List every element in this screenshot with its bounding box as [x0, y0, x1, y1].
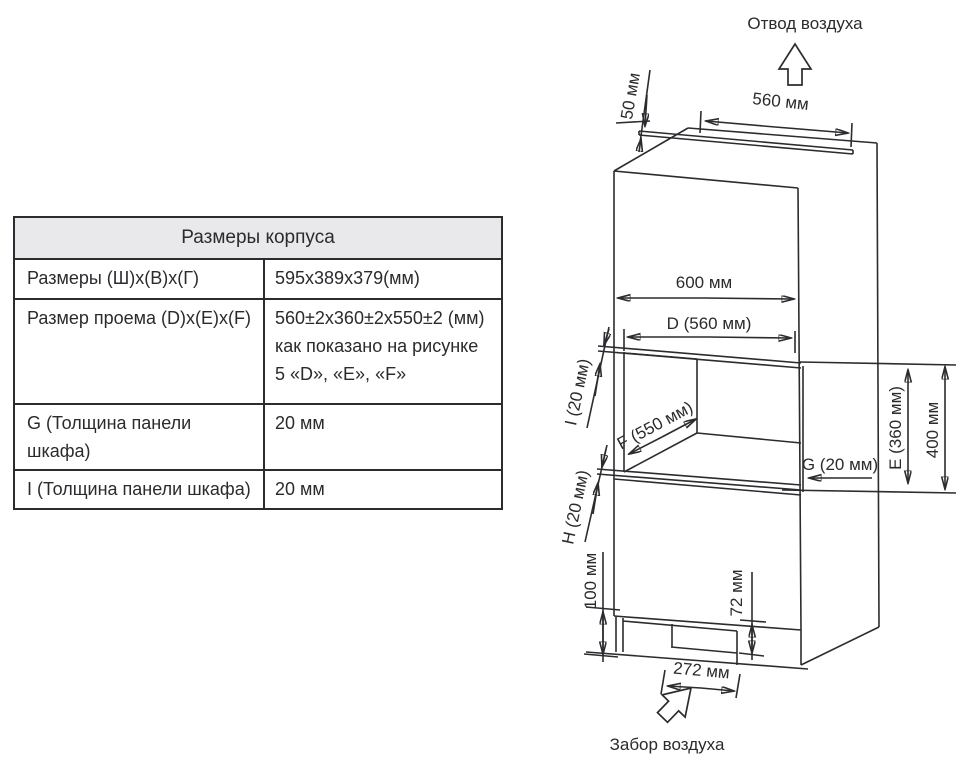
row-label: G (Толщина панели шкафа): [15, 405, 265, 469]
row-label: Размер проема (D)х(E)х(F): [15, 300, 265, 403]
niche-opening: [597, 346, 803, 495]
dimension-lines: [584, 70, 945, 698]
row-value: 595х389х379(мм): [275, 268, 420, 288]
table-title: Размеры корпуса: [181, 227, 335, 248]
air-intake-arrow-icon: [651, 677, 702, 729]
dim-label-G-20mm: G (20 мм): [801, 455, 879, 474]
dim-label-I-20mm: I (20 мм): [561, 356, 594, 428]
air-outlet-arrow-icon: [779, 44, 811, 85]
dim-label-72mm: 72 мм: [727, 569, 746, 617]
row-label: I (Толщина панели шкафа): [15, 471, 265, 508]
dim-label-F-550mm: F (550 мм): [613, 397, 697, 454]
dim-label-50mm: 50 мм: [617, 71, 644, 121]
top-vent-slot: [639, 131, 853, 154]
dim-label-100mm: 100 мм: [581, 552, 600, 610]
air-outlet-label: Отвод воздуха: [747, 14, 863, 33]
dim-label-600mm: 600 мм: [675, 273, 733, 292]
row-value: 560±2х360±2х550±2 (мм) как показано на рисунке 5 «D», «E», «F»: [275, 308, 485, 384]
dim-label-400mm: 400 мм: [923, 401, 942, 459]
dim-label-D-560mm: D (560 мм): [666, 314, 752, 333]
row-value: 20 мм: [275, 479, 325, 499]
dim-label-560mm-top: 560 мм: [751, 89, 810, 114]
row-value: 20 мм: [275, 413, 325, 433]
air-intake-label: Забор воздуха: [609, 735, 725, 754]
dim-label-H-20mm: H (20 мм): [558, 468, 593, 546]
row-label: Размеры (Ш)х(В)х(Г): [15, 260, 265, 298]
dim-label-272mm: 272 мм: [672, 658, 731, 683]
dim-label-E-360mm: E (360 мм): [886, 386, 905, 470]
